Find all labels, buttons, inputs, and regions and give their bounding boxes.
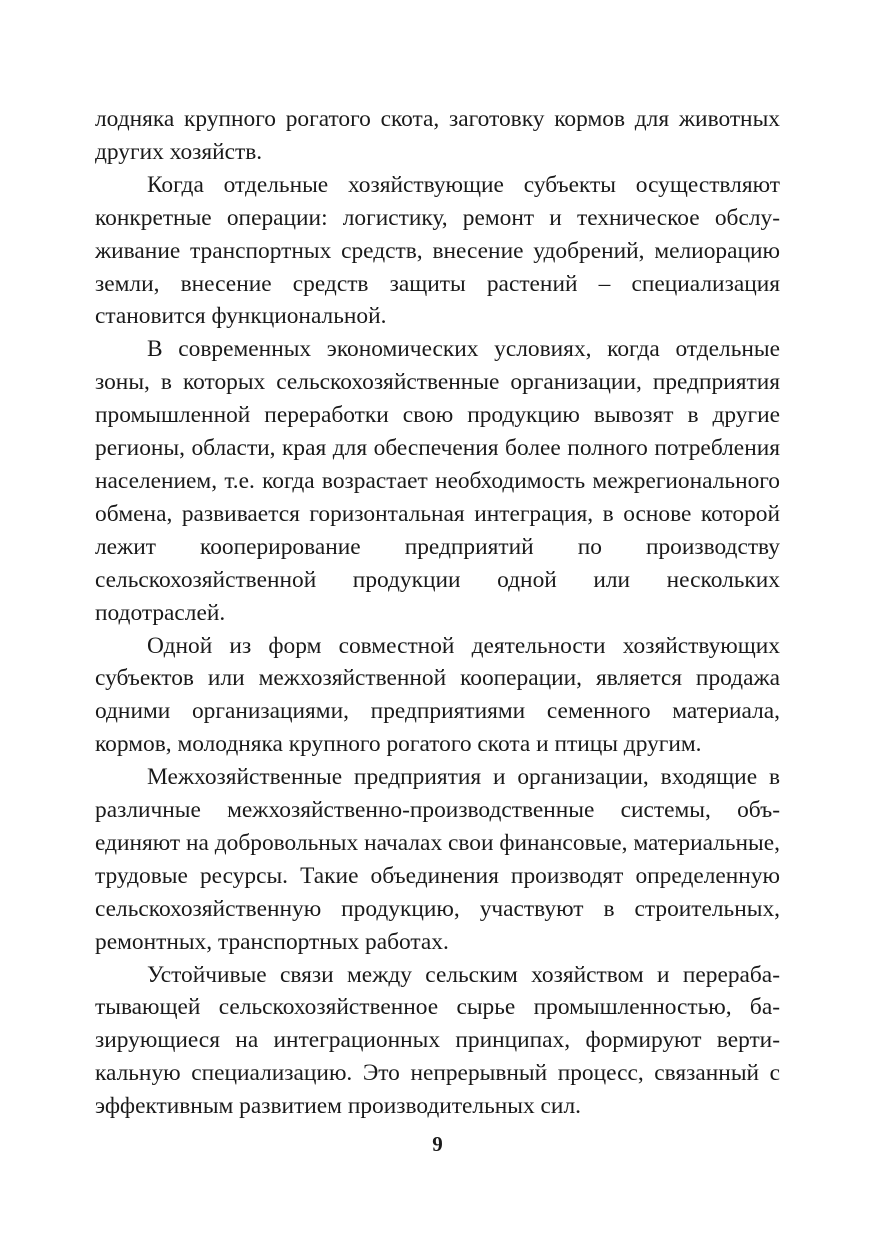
- paragraph-vertical-specialization: Устойчивые связи между сельским хозяйством и перерабатывающей сельскохозяйственное сырье промышленностью, базирующиеся на интеграционных принципах, формируют вертикальную специализацию. Это непрерывный процесс, связанный с эффективным развитием производительных сил.: [95, 961, 780, 1120]
- paragraph-horizontal-integration: В современных экономических условиях, когда отдельные зоны, в которых сельскохозяйственные организации, предприятия промышленной переработки свою продукцию вывозят в другие регионы, области, края для обеспечения более полного потребления населением, т.е. когда возрастает необходимость межрегионального обмена, развивается горизонтальная интеграция, в основе которой лежит кооперирование предприятий по производству сельскохозяйственной продукции одной или нескольких подотраслей.: [95, 336, 780, 626]
- paragraph-functional-specialization: Когда отдельные хозяйствующие субъекты осуществляют конкретные операции: логистику, ремонт и техническое обслуживание транспортных средств, внесение удобрений, мелиорацию земли, внесение средств защиты растений – специализация становится функциональной.: [95, 171, 780, 330]
- body-text: [95, 103, 780, 1123]
- paragraph-cooperation-forms: Одной из форм совместной деятельности хозяйствующих субъектов или межхозяйственной кооперации, является продажа одними организациями, предприятиями семенного материала, кормов, молодняка крупного рогатого скота и птицы другим.: [95, 632, 780, 758]
- paragraph-continuation: лодняка крупного рогатого скота, заготовку кормов для животных других хозяйств.: [95, 106, 780, 165]
- paragraph-interfarm-enterprises: Межхозяйственные предприятия и организации, входящие в различные межхозяйственно-производственные системы, объединяют на добровольных началах свои финансовые, материальные, трудовые ресурсы. Такие объединения производят определенную сельскохозяйственную продукцию, участвуют в строительных, ремонтных, транспортных работах.: [95, 764, 780, 955]
- page-number: 9: [432, 1132, 443, 1156]
